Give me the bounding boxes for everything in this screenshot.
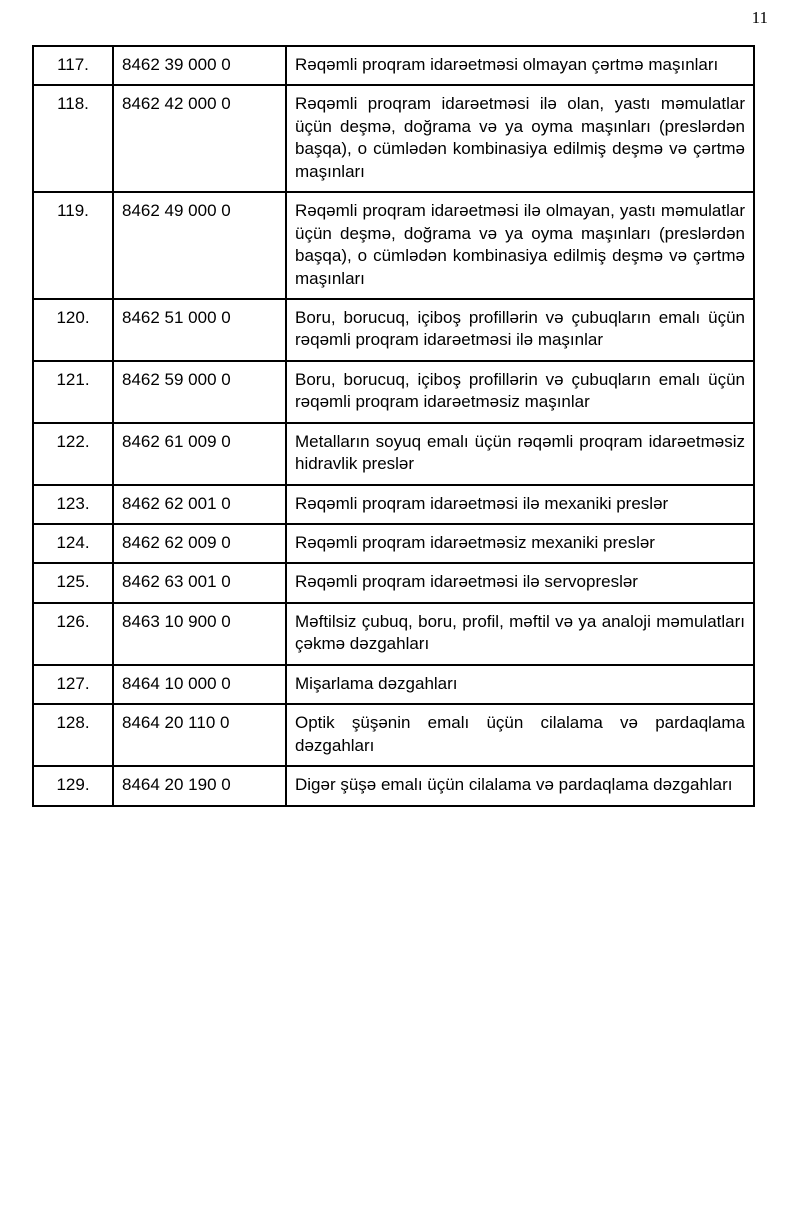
code-cell: 8462 59 000 0 (113, 361, 286, 423)
description-cell: Rəqəmli proqram idarəetməsi ilə mexaniki preslər (286, 485, 754, 524)
row-number-cell: 117. (33, 46, 113, 85)
code-cell: 8462 51 000 0 (113, 299, 286, 361)
row-number-cell: 129. (33, 766, 113, 805)
table-row (33, 766, 754, 805)
table-row (33, 524, 754, 563)
description-cell: Rəqəmli proqram idarəetməsi ilə olan, yastı məmulatlar üçün deşmə, doğrama və ya oyma maşınları (preslərdən başqa), o cümlədən kombinasiya edilmiş deşmə və çərtmə maşınları (286, 85, 754, 192)
code-cell: 8462 62 009 0 (113, 524, 286, 563)
goods-codes-table (32, 45, 755, 807)
row-number-cell: 126. (33, 603, 113, 665)
table-row (33, 192, 754, 299)
description-cell: Rəqəmli proqram idarəetməsi ilə servopreslər (286, 563, 754, 602)
table-row (33, 423, 754, 485)
code-cell: 8462 49 000 0 (113, 192, 286, 299)
row-number-cell: 120. (33, 299, 113, 361)
row-number-cell: 128. (33, 704, 113, 766)
description-cell: Metalların soyuq emalı üçün rəqəmli proqram idarəetməsiz hidravlik preslər (286, 423, 754, 485)
description-cell: Digər şüşə emalı üçün cilalama və pardaqlama dəzgahları (286, 766, 754, 805)
table-body (33, 46, 754, 806)
row-number-cell: 124. (33, 524, 113, 563)
row-number-cell: 119. (33, 192, 113, 299)
row-number-cell: 118. (33, 85, 113, 192)
table-row (33, 704, 754, 766)
description-cell: Boru, borucuq, içiboş profillərin və çubuqların emalı üçün rəqəmli proqram idarəetməsiz maşınlar (286, 361, 754, 423)
code-cell: 8462 61 009 0 (113, 423, 286, 485)
row-number-cell: 122. (33, 423, 113, 485)
row-number-cell: 125. (33, 563, 113, 602)
table-row (33, 603, 754, 665)
description-cell: Rəqəmli proqram idarəetməsi ilə olmayan, yastı məmulatlar üçün deşmə, doğrama və ya oyma maşınları (preslərdən başqa), o cümlədən kombinasiya edilmiş deşmə və çərtmə maşınları (286, 192, 754, 299)
page-number: 11 (751, 8, 768, 27)
code-cell: 8462 42 000 0 (113, 85, 286, 192)
row-number-cell: 127. (33, 665, 113, 704)
description-cell: Mişarlama dəzgahları (286, 665, 754, 704)
code-cell: 8462 39 000 0 (113, 46, 286, 85)
description-cell: Rəqəmli proqram idarəetməsiz mexaniki preslər (286, 524, 754, 563)
description-cell: Boru, borucuq, içiboş profillərin və çubuqların emalı üçün rəqəmli proqram idarəetməsi ilə maşınlar (286, 299, 754, 361)
code-cell: 8464 20 110 0 (113, 704, 286, 766)
table-row (33, 299, 754, 361)
table-row (33, 665, 754, 704)
table-row (33, 46, 754, 85)
code-cell: 8464 20 190 0 (113, 766, 286, 805)
table-row (33, 361, 754, 423)
row-number-cell: 123. (33, 485, 113, 524)
table-row (33, 485, 754, 524)
table-row (33, 563, 754, 602)
code-cell: 8464 10 000 0 (113, 665, 286, 704)
description-cell: Məftilsiz çubuq, boru, profil, məftil və ya analoji məmulatları çəkmə dəzgahları (286, 603, 754, 665)
code-cell: 8463 10 900 0 (113, 603, 286, 665)
table-row (33, 85, 754, 192)
description-cell: Rəqəmli proqram idarəetməsi olmayan çərtmə maşınları (286, 46, 754, 85)
row-number-cell: 121. (33, 361, 113, 423)
code-cell: 8462 63 001 0 (113, 563, 286, 602)
code-cell: 8462 62 001 0 (113, 485, 286, 524)
description-cell: Optik şüşənin emalı üçün cilalama və pardaqlama dəzgahları (286, 704, 754, 766)
